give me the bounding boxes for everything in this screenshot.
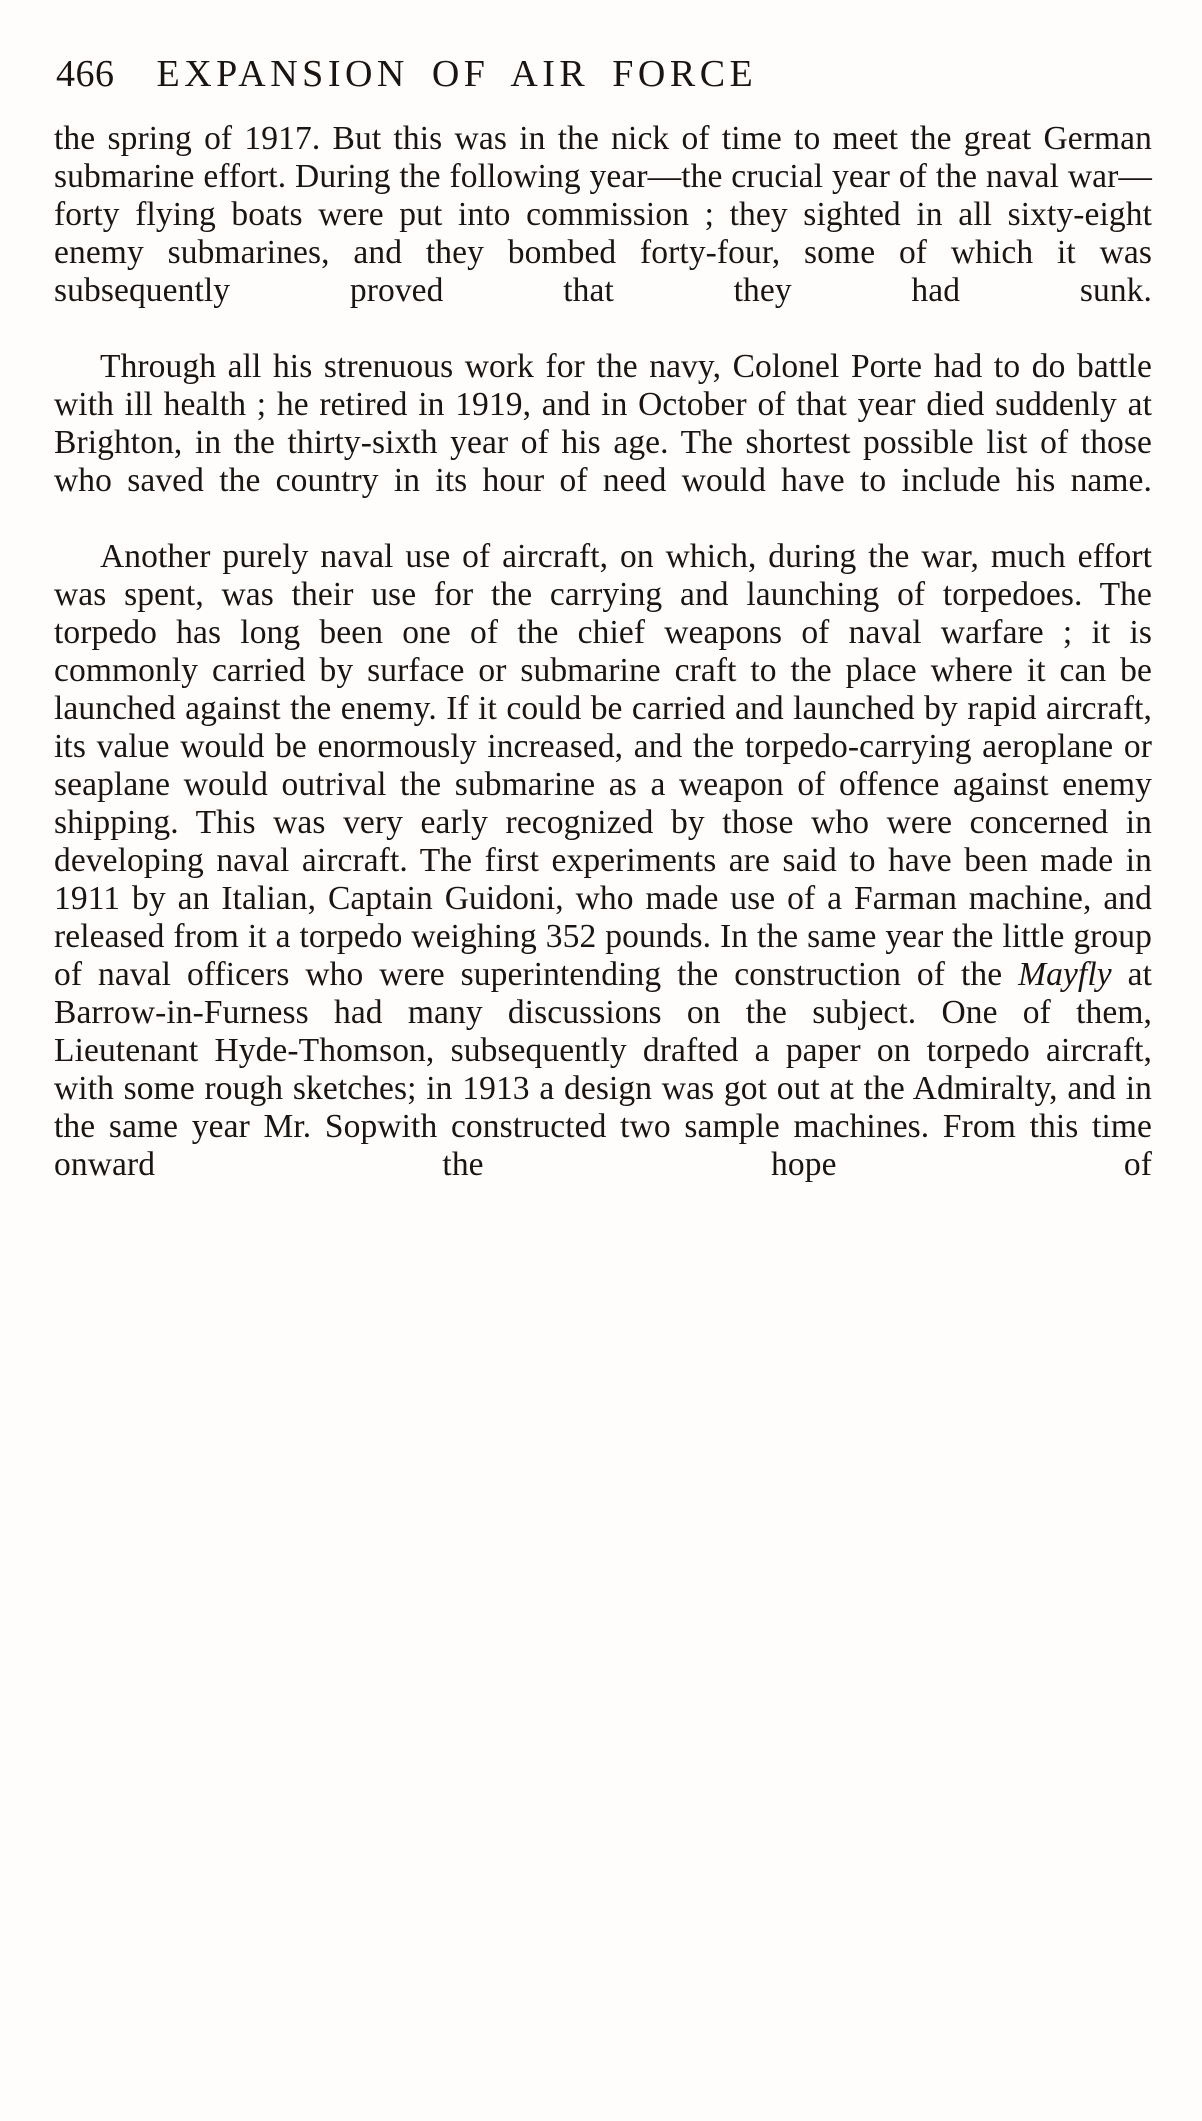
- body-text: [46, 120, 1156, 1222]
- running-title: EXPANSION OF AIR FORCE: [156, 53, 758, 95]
- paragraph-3: [54, 538, 1152, 1222]
- running-head: [46, 52, 1156, 96]
- paragraph-3-part-1: Another purely naval use of aircraft, on which, during the war, much effort was spent, was their use for the carrying and launching of torpedoes. The torpedo has long been one of the chief weapons of naval warfare ; it is commonly carried by surface or submarine craft to the place where it can be launched against the enemy. If it could be carried and launched by rapid aircraft, its value would be enormously increased, and the torpedo-carrying aeroplane or seaplane would outrival the submarine as a weapon of offence against enemy shipping. This was very early recognized by those who were concerned in developing naval aircraft. The first experiments are said to have been made in 1911 by an Italian, Captain Guidoni, who made use of a Farman machine, and released from it a torpedo weighing 352 pounds. In the same year the little group of naval officers who were superintending the construction of the: [54, 538, 1152, 994]
- paragraph-2: Through all his strenuous work for the navy, Colonel Porte had to do battle with ill health ; he retired in 1919, and in October of that year died suddenly at Brighton, in the thirty-sixth year of his age. The shortest possible list of those who saved the country in its hour of need would have to include his name.: [54, 348, 1152, 500]
- page-number: 466: [56, 53, 115, 95]
- paragraph-3-part-2: at Barrow-in-Furness had many discussions on the subject. One of them, Lieutenant Hyde-Thomson, subsequently drafted a paper on torpedo aircraft, with some rough sketches; in 1913 a design was got out at the Admiralty, and in the same year Mr. Sopwith constructed two sample machines. From this time onward the hope of: [54, 956, 1152, 1184]
- ship-name-mayfly: Mayfly: [1018, 956, 1112, 994]
- paragraph-1: the spring of 1917. But this was in the nick of time to meet the great German submarine effort. During the following year—the crucial year of the naval war—forty flying boats were put into commission ; they sighted in all sixty-eight enemy submarines, and they bombed forty-four, some of which it was subsequently proved that they had sunk.: [54, 120, 1152, 310]
